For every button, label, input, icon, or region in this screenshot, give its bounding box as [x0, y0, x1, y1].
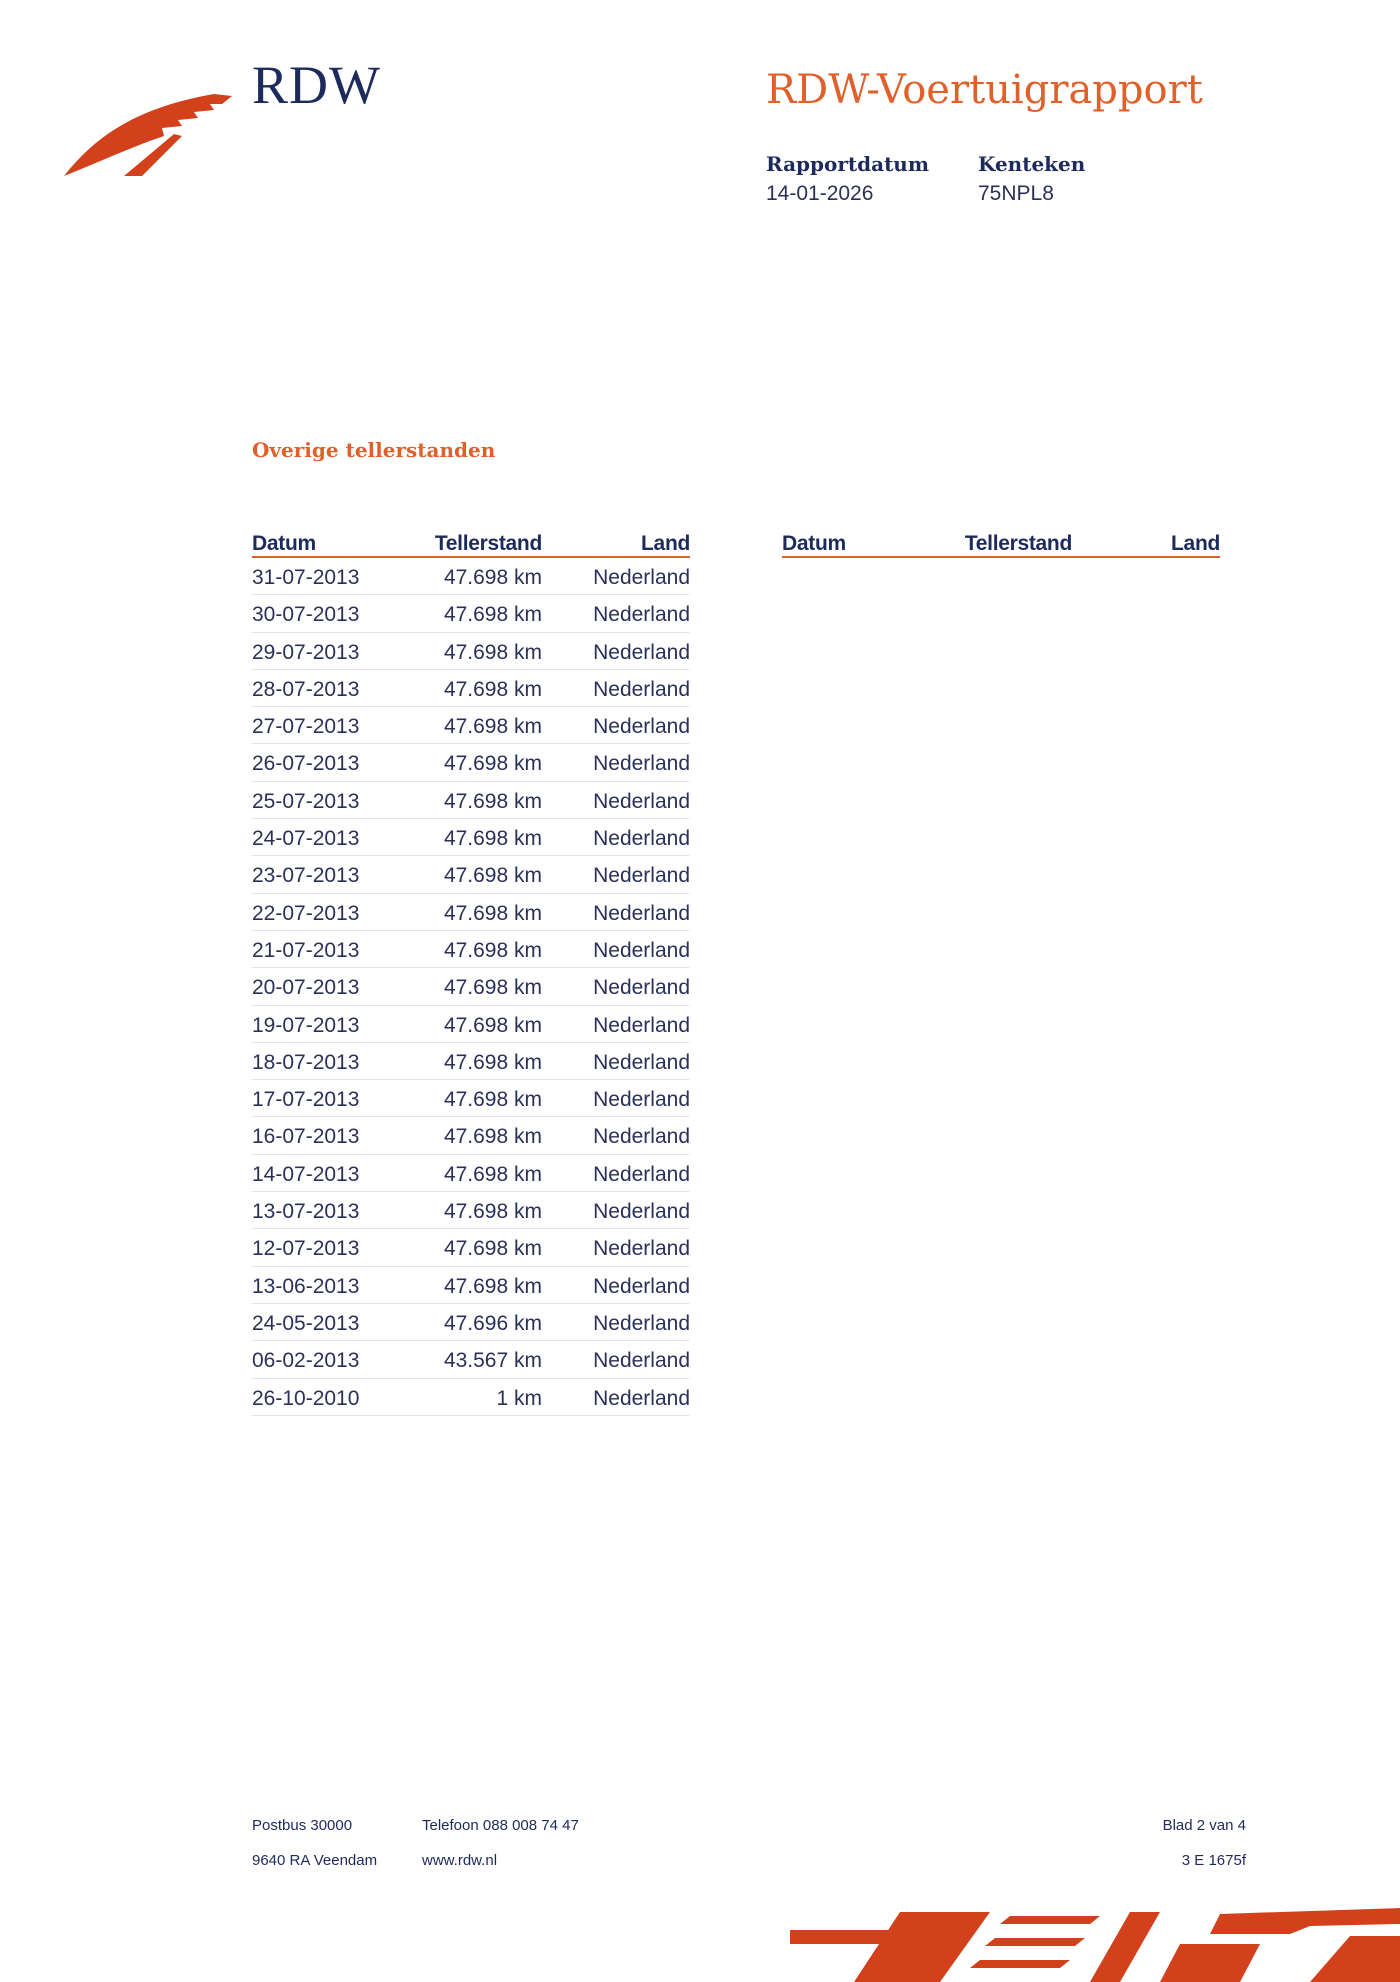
- table-header: [252, 528, 690, 558]
- footer-postbus: Postbus 30000: [252, 1817, 353, 1834]
- table-row: [252, 1341, 690, 1378]
- cell-country: Nederland: [593, 1386, 690, 1410]
- table-row: [252, 856, 690, 893]
- cell-country: Nederland: [593, 715, 690, 739]
- cell-country: Nederland: [593, 1088, 690, 1112]
- cell-reading: 47.698 km: [443, 1162, 542, 1186]
- footer-website-link[interactable]: www.rdw.nl: [422, 1852, 498, 1869]
- cell-reading: 47.698 km: [443, 603, 542, 627]
- column-header-country: Land: [1171, 532, 1220, 555]
- table-row: [252, 744, 690, 781]
- footer-page-number: Blad 2 van 4: [1162, 1817, 1246, 1834]
- cell-country: Nederland: [593, 1013, 690, 1037]
- cell-reading: 47.698 km: [443, 1200, 542, 1224]
- cell-reading: 43.567 km: [443, 1349, 542, 1373]
- rdw-stripes-icon: [790, 1904, 1400, 1982]
- cell-reading: 1 km: [496, 1386, 542, 1410]
- table-row: [252, 670, 690, 707]
- footer-city: 9640 RA Veendam: [252, 1852, 378, 1869]
- cell-reading: 47.698 km: [443, 1013, 542, 1037]
- cell-reading: 47.698 km: [443, 752, 542, 776]
- column-header-country: Land: [641, 532, 690, 555]
- cell-date: 28-07-2013: [252, 677, 360, 701]
- brand-name: RDW: [252, 55, 381, 115]
- table-row: [252, 894, 690, 931]
- cell-date: 17-07-2013: [252, 1088, 360, 1112]
- cell-date: 18-07-2013: [252, 1050, 360, 1074]
- cell-country: Nederland: [593, 901, 690, 925]
- cell-country: Nederland: [593, 1311, 690, 1335]
- cell-reading: 47.698 km: [443, 1237, 542, 1261]
- cell-country: Nederland: [593, 1200, 690, 1224]
- column-header-date: Datum: [252, 532, 316, 555]
- cell-reading: 47.698 km: [443, 1274, 542, 1298]
- cell-country: Nederland: [593, 1050, 690, 1074]
- cell-date: 20-07-2013: [252, 976, 360, 1000]
- cell-date: 19-07-2013: [252, 1013, 360, 1037]
- odometer-table-left: [252, 528, 690, 1416]
- cell-date: 25-07-2013: [252, 789, 360, 813]
- section-title: Overige tellerstanden: [252, 438, 496, 462]
- cell-country: Nederland: [593, 677, 690, 701]
- cell-reading: 47.698 km: [443, 677, 542, 701]
- table-row: [252, 968, 690, 1005]
- cell-date: 13-07-2013: [252, 1200, 360, 1224]
- cell-country: Nederland: [593, 827, 690, 851]
- cell-date: 16-07-2013: [252, 1125, 360, 1149]
- cell-country: Nederland: [593, 1274, 690, 1298]
- table-row: [252, 1006, 690, 1043]
- cell-date: 24-07-2013: [252, 827, 360, 851]
- table-header: [782, 528, 1220, 558]
- cell-country: Nederland: [593, 1162, 690, 1186]
- cell-country: Nederland: [593, 1349, 690, 1373]
- cell-reading: 47.698 km: [443, 1050, 542, 1074]
- cell-country: Nederland: [593, 864, 690, 888]
- cell-date: 31-07-2013: [252, 566, 360, 589]
- cell-reading: 47.698 km: [443, 864, 542, 888]
- cell-country: Nederland: [593, 752, 690, 776]
- column-header-date: Datum: [782, 532, 846, 555]
- cell-reading: 47.698 km: [443, 938, 542, 962]
- rdw-logo-icon: [64, 90, 232, 176]
- cell-reading: 47.698 km: [443, 789, 542, 813]
- cell-reading: 47.698 km: [443, 1125, 542, 1149]
- table-row: [252, 707, 690, 744]
- odometer-table-right: [782, 528, 1220, 558]
- report-date-value: 14-01-2026: [766, 182, 874, 205]
- cell-date: 21-07-2013: [252, 938, 360, 962]
- column-header-reading: Tellerstand: [964, 532, 1072, 555]
- table-row: [252, 819, 690, 856]
- footer-code: 3 E 1675f: [1181, 1852, 1246, 1869]
- column-header-reading: Tellerstand: [434, 532, 542, 555]
- plate-value: 75NPL8: [978, 182, 1054, 205]
- cell-date: 23-07-2013: [252, 864, 360, 888]
- cell-reading: 47.698 km: [443, 715, 542, 739]
- table-row: [252, 931, 690, 968]
- cell-reading: 47.698 km: [443, 566, 542, 589]
- cell-reading: 47.698 km: [443, 976, 542, 1000]
- report-date-label: Rapportdatum: [766, 152, 930, 176]
- table-row: [252, 1267, 690, 1304]
- footer-phone: Telefoon 088 008 74 47: [422, 1817, 579, 1834]
- cell-date: 29-07-2013: [252, 640, 360, 664]
- cell-reading: 47.696 km: [443, 1311, 542, 1335]
- cell-date: 26-10-2010: [252, 1386, 360, 1410]
- report-title: RDW-Voertuigrapport: [766, 67, 1203, 113]
- table-row: [252, 1229, 690, 1266]
- cell-date: 13-06-2013: [252, 1274, 360, 1298]
- table-row: [252, 633, 690, 670]
- cell-date: 30-07-2013: [252, 603, 360, 627]
- cell-country: Nederland: [593, 1237, 690, 1261]
- table-row: [252, 1043, 690, 1080]
- cell-country: Nederland: [593, 566, 690, 589]
- table-row: [252, 1117, 690, 1154]
- cell-reading: 47.698 km: [443, 901, 542, 925]
- cell-date: 24-05-2013: [252, 1311, 360, 1335]
- cell-date: 26-07-2013: [252, 752, 360, 776]
- table-row: [252, 1155, 690, 1192]
- table-row: [252, 595, 690, 632]
- cell-reading: 47.698 km: [443, 1088, 542, 1112]
- table-row: [252, 1379, 690, 1416]
- cell-reading: 47.698 km: [443, 640, 542, 664]
- table-row: [252, 782, 690, 819]
- cell-reading: 47.698 km: [443, 827, 542, 851]
- table-row: [252, 1192, 690, 1229]
- cell-date: 14-07-2013: [252, 1162, 360, 1186]
- table-row: [252, 558, 690, 595]
- cell-date: 12-07-2013: [252, 1237, 360, 1261]
- cell-country: Nederland: [593, 1125, 690, 1149]
- cell-date: 22-07-2013: [252, 901, 360, 925]
- cell-country: Nederland: [593, 640, 690, 664]
- plate-label: Kenteken: [978, 152, 1086, 176]
- cell-date: 06-02-2013: [252, 1349, 360, 1373]
- cell-date: 27-07-2013: [252, 715, 360, 739]
- cell-country: Nederland: [593, 976, 690, 1000]
- cell-country: Nederland: [593, 603, 690, 627]
- table-row: [252, 1080, 690, 1117]
- cell-country: Nederland: [593, 789, 690, 813]
- cell-country: Nederland: [593, 938, 690, 962]
- table-row: [252, 1304, 690, 1341]
